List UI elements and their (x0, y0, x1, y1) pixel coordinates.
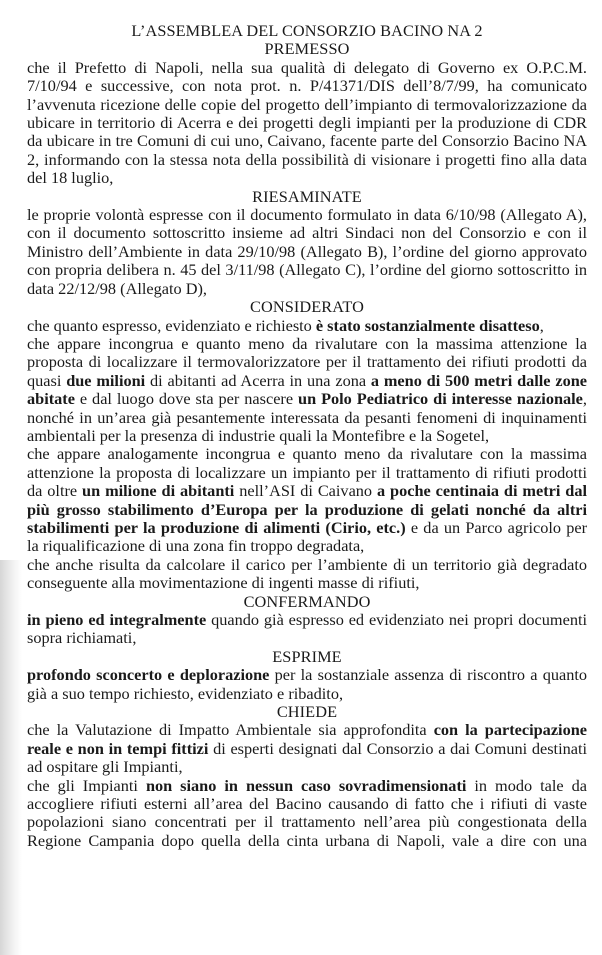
bold-text: a meno di 500 metri dalle zone abitate (27, 370, 587, 409)
text-run: che appare analogamente incongrua e quanto meno da rivalutare con la massima attenzione la proposta di localizzare un impianto per il trattamento di rifiuti prodotti da oltre (27, 444, 587, 501)
bold-text: due milioni (66, 370, 146, 390)
text-run: per la sostanziale assenza di riscontro a quanto già a suo tempo richiesto, evidenziato e ribadito, (27, 665, 588, 703)
scan-shadow (0, 560, 22, 955)
text-run: le proprie volontà espresse con il documento formulato in data 6/10/98 (Allegato A), con il documento sottoscritto insieme ad altri Sindaci non del Consorzio e con il Ministro dell’Ambiente in data 29/10/98 (Allegato B), l’ordine del giorno approvato con propria delibera n. 45 del 3/11/98 (Allegato C), l’ordine del giorno sottoscritto in data 22/12/98 (Allegato D), (27, 205, 587, 298)
bold-text: a poche centinaia di metri dal più grosso stabilimento d’Europa per la produzione di gelati nonché da altri stabilimenti per la produzione di alimenti (Cirio, etc.) (27, 481, 588, 537)
paragraph (27, 206, 587, 298)
section-heading-esprime: ESPRIME (272, 646, 342, 666)
text-run: , (539, 315, 544, 335)
text-run: che quanto espresso, evidenziato e richiesto (27, 315, 316, 335)
paragraph (27, 335, 587, 445)
paragraph (27, 445, 587, 555)
paragraph (27, 317, 587, 335)
text-run: e dal luogo dove sta per nascere (74, 389, 299, 409)
section-heading-considerato: CONSIDERATO (250, 297, 364, 317)
text-run: in modo tale da accogliere rifiuti esterni all’area del Bacino causando di fatto che i rifiuti di vaste popolazioni siano concentrati per il trattamento nell’area più congestionata della Regione Campania dopo quella della cinta urbana di Napoli, vale a dire con una (27, 775, 587, 850)
paragraph (27, 777, 587, 851)
paragraph (27, 721, 587, 776)
text-run: che la Valutazione di Impatto Ambientale sia approfondita (27, 720, 434, 740)
document-body (27, 40, 587, 850)
text-run: nell’ASI di Caivano (234, 481, 377, 501)
text-run: che appare incongrua e quanto meno da rivalutare con la massima attenzione la proposta di localizzare il termovalorizzatore per il trattamento dei rifiuti prodotti da quasi (27, 333, 587, 390)
text-run: di abitanti ad Acerra in una zona (145, 370, 371, 390)
section-heading-riesaminate: RIESAMINATE (252, 186, 362, 206)
text-run: che il Prefetto di Napoli, nella sua qualità di delegato di Governo ex O.P.C.M. 7/10/94 e successive, con nota prot. n. P/41371/DIS dell’8/7/99, ha comunicato l’avvenuta ricezione delle copie del progetto dell’impianto di termovalorizzazione da ubicare in territorio di Acerra e dei progetti degli impianti per la produzione di CDR da ubicare in tre Comuni di cui uno, Caivano, facente parte del Consorzio Bacino NA 2, informando con la stessa nota della possibilità di visionare i progetti fino alla data del 18 luglio, (27, 57, 587, 188)
text-run: di esperti designati dal Consorzio a dai Comuni destinati ad ospitare gli Impianti, (27, 738, 588, 777)
bold-text: in pieno ed integralmente (27, 610, 207, 629)
bold-text: un milione di abitanti (82, 481, 235, 501)
text-run: quando già espresso ed evidenziato nei propri documenti sopra richiamati, (27, 610, 588, 648)
bold-text: profondo sconcerto e deplorazione (27, 665, 270, 685)
bold-text: un Polo Pediatrico di interesse nazionale (298, 389, 583, 409)
text-run: e da un Parco agricolo per la riqualificazione di una zona fin troppo degradata, (27, 517, 587, 556)
bold-text: non siano in nessun caso sovradimensionati (145, 775, 467, 795)
document-page (27, 22, 587, 850)
paragraph (27, 556, 587, 593)
text-run: che anche risulta da calcolare il carico per l’ambiente di un territorio già degradato conseguente alla movimentazione di ingenti masse di rifiuti, (27, 554, 587, 593)
section-heading-confermando: CONFERMANDO (243, 591, 371, 611)
text-run: , nonché in un’area già pesantemente interessata da pesanti fenomeni di inquinamenti ambientali per la presenza di industrie quali la Montefibre e la Sogetel, (27, 389, 587, 445)
bold-text: è stato sostanzialmente disatteso (315, 315, 540, 335)
paragraph (27, 666, 587, 703)
bold-text: con la partecipazione reale e non in tempi fittizi (27, 720, 587, 758)
paragraph (27, 59, 587, 188)
document-title: L’ASSEMBLEA DEL CONSORZIO BACINO NA 2 (131, 21, 483, 40)
section-heading-chiede: CHIEDE (276, 702, 338, 722)
paragraph (27, 611, 587, 648)
text-run: che gli Impianti (27, 775, 146, 795)
section-heading-premesso: PREMESSO (264, 39, 350, 59)
